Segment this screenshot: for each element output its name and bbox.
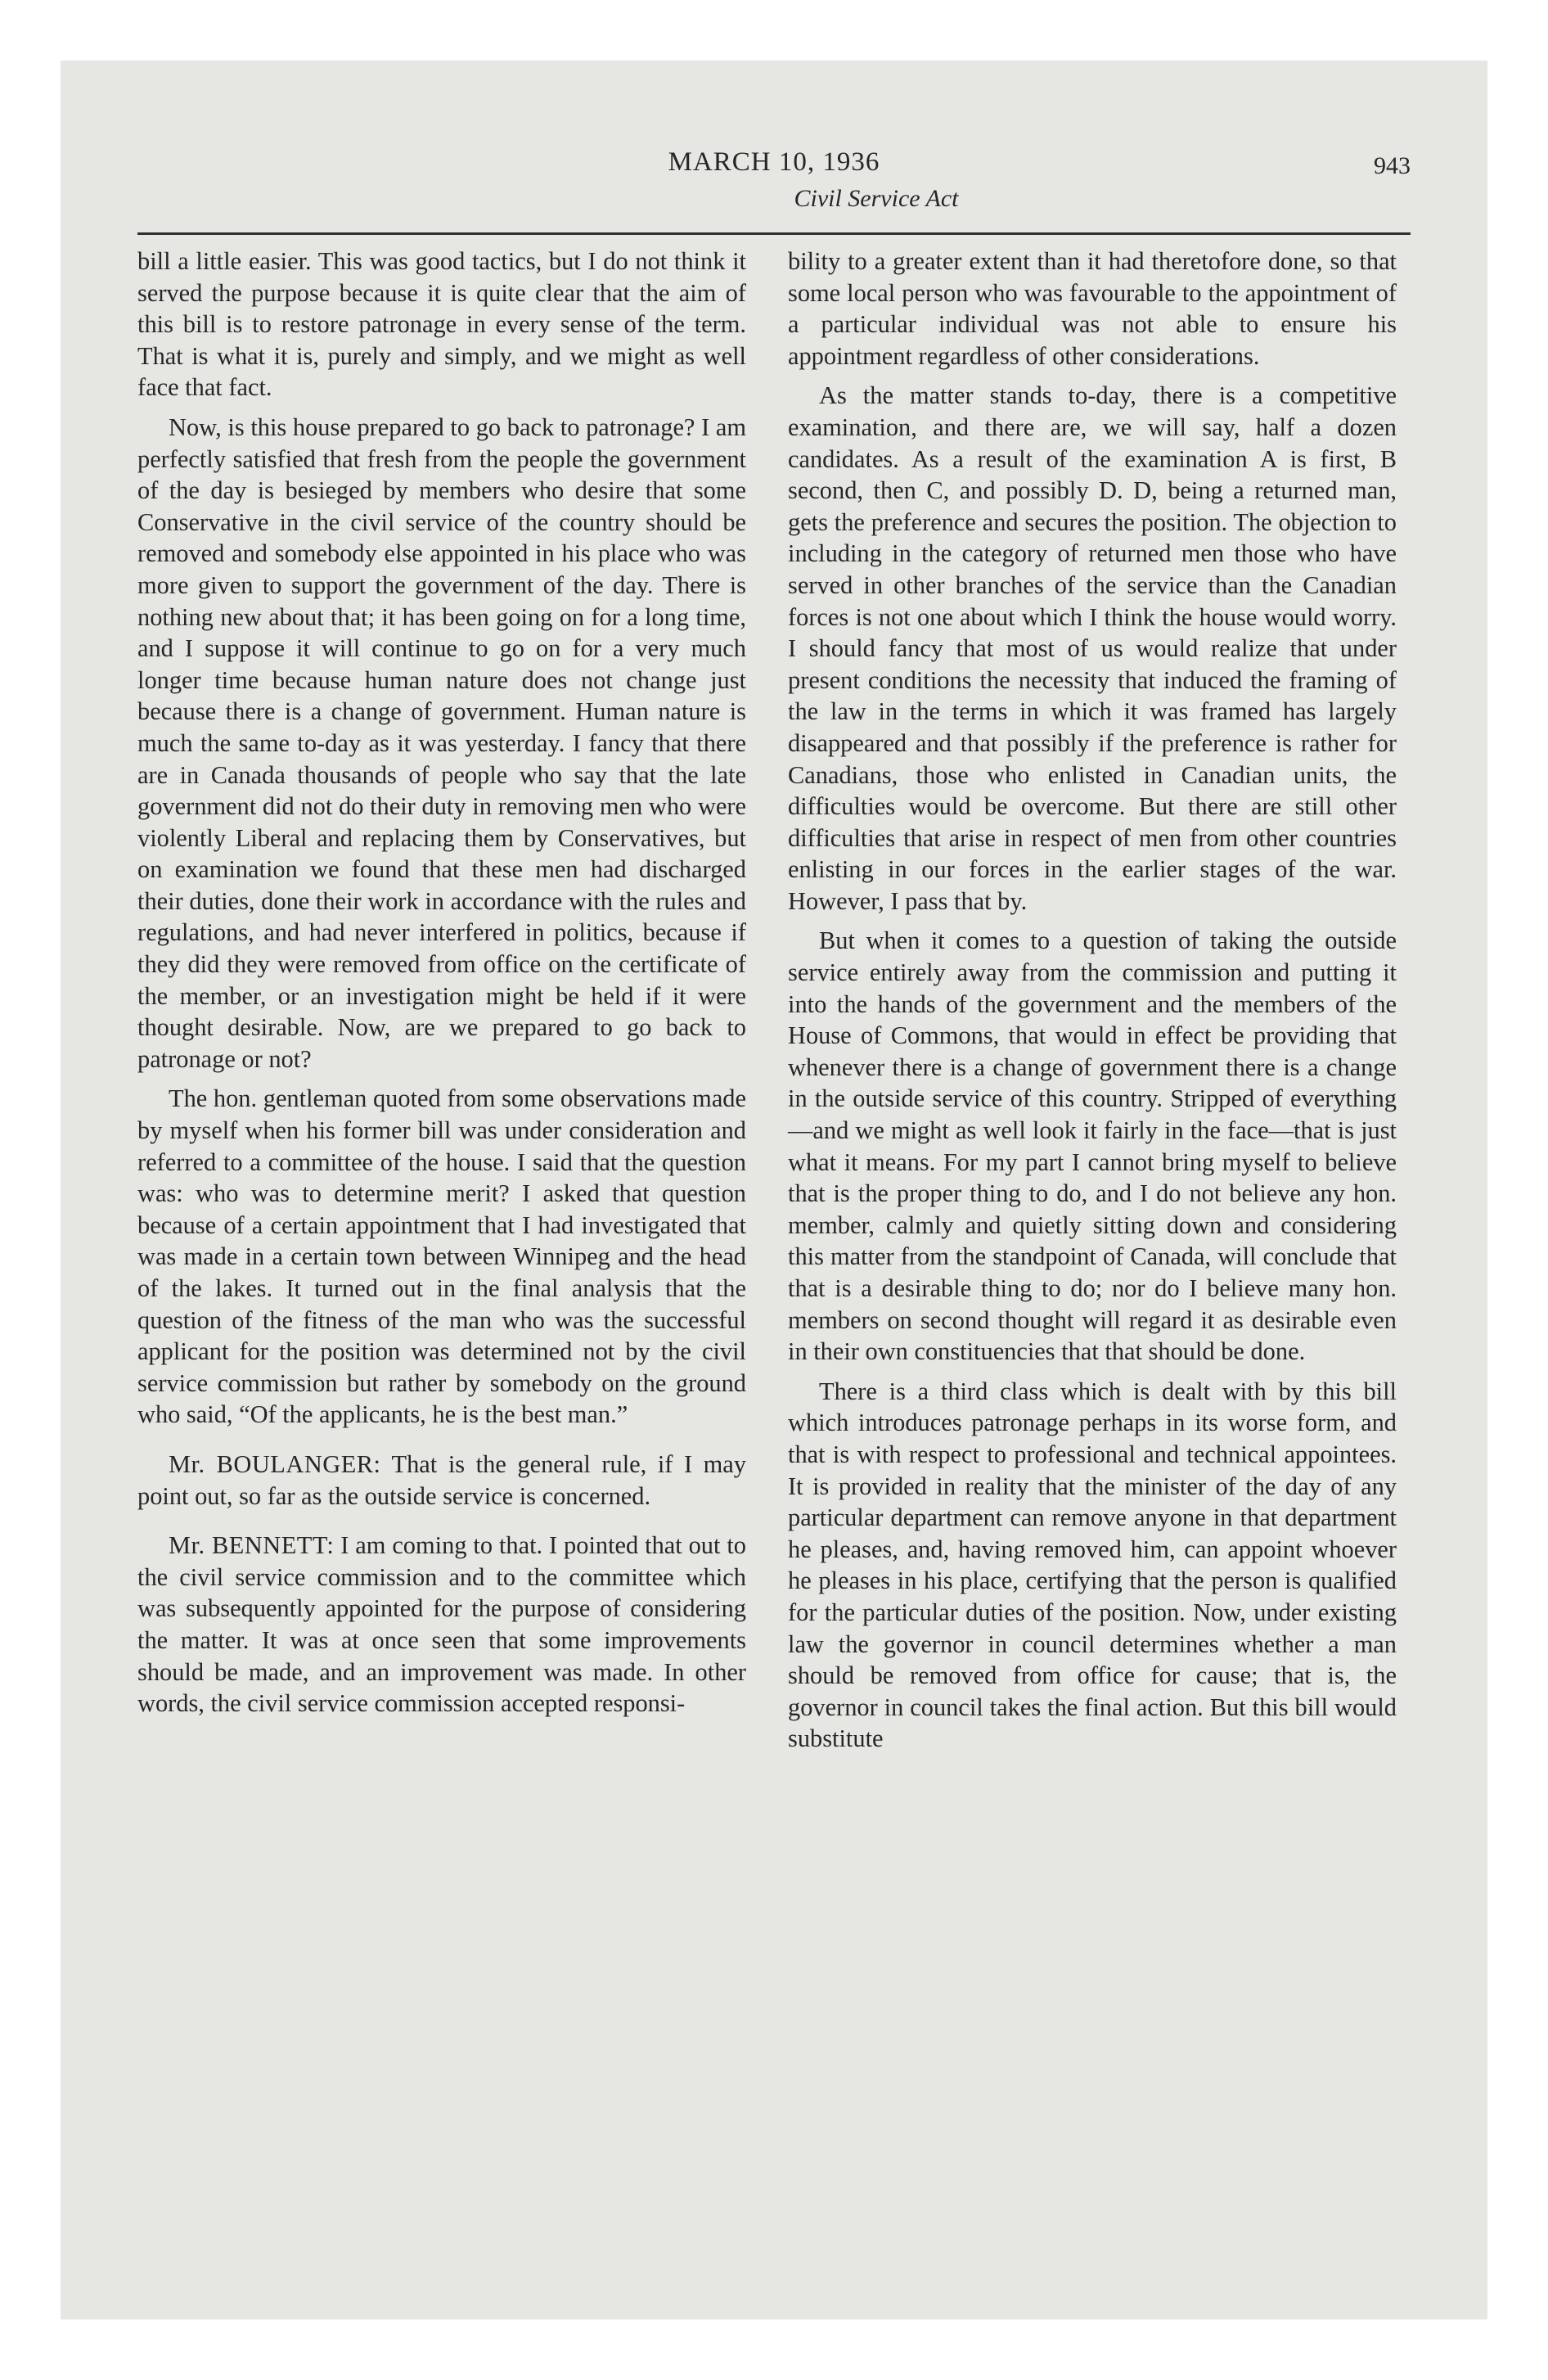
paragraph: There is a third class which is dealt with by this bill which introduces patronage perhaps in its worse form, and that is with respect to professional and technical appointees. It is provided in reality that the minister of the day of any particular department can remove anyone in that department he pleases, and, having removed him, can appoint whoever he pleases in his place, certifying that the person is qualified for the particular duties of the position. Now, under existing law the governor in council determines whether a man should be removed from office for cause; that is, the governor in council takes the final action. But this bill would substitute	[788, 1377, 1397, 1753]
speech-text: I am coming to that. I pointed that out to the civil service commission and to the committee which was subsequently appointed for the purpose of considering the matter. It was at once seen that some improvements should be made, and an improvement was made. In other words, the civil service commission accepted responsi-	[137, 1531, 746, 1718]
paragraph: bility to a greater extent than it had theretofore done, so that some local person who was favourable to the appointment of a particular individual was not able to ensure his appointment regardless of other considerations.	[788, 247, 1397, 370]
paragraph: Now, is this house prepared to go back to patronage? I am perfectly satisfied that fresh from the people the government of the day is besieged by members who desire that some Conservative in the civil service of the country should be removed and somebody else appointed in his place who was more given to support the government of the day. There is nothing new about that; it has been going on for a long time, and I suppose it will continue to go on for a very much longer time because human nature does not change just because there is a change of government. Human nature is much the same to-day as it was yesterday. I fancy that there are in Canada thousands of people who say that the late government did not do their duty in removing men who were violently Liberal and replacing them by Conservatives, but on examination we found that these men had discharged their duties, done their work in accordance with the rules and regulations, and had never interfered in politics, because if they did they were removed from office on the certificate of the member, or an investigation might be held if it were thought desirable. Now, are we prepared to go back to patronage or not?	[137, 412, 746, 1073]
header-rule	[137, 232, 1411, 235]
left-column	[137, 246, 746, 1728]
header-date: MARCH 10, 1936	[668, 147, 880, 177]
speaker-name: Mr. BENNETT:	[169, 1531, 335, 1560]
running-title: Civil Service Act	[794, 185, 959, 212]
speech-text: That is the general rule, if I may point out, so far as the outside service is concerned.	[137, 1449, 746, 1510]
paragraph: But when it comes to a question of taking the outside service entirely away from the commission and putting it into the hands of the government and the members of the House of Commons, that would in effect be providing that whenever there is a change of government there is a change in the outside service of this country. Stripped of everything—and we might as well look it fairly in the face—that is just what it means. For my part I cannot bring myself to believe that is the proper thing to do, and I do not believe any hon. member, calmly and quietly sitting down and considering this matter from the standpoint of Canada, will conclude that that is a desirable thing to do; nor do I believe many hon. members on second thought will regard it as desirable even in their own constituencies that that should be done.	[788, 926, 1397, 1366]
speech-paragraph	[137, 1449, 746, 1512]
right-column	[788, 246, 1397, 1763]
paragraph: As the matter stands to-day, there is a competitive examination, and there are, we will say, half a dozen candidates. As a result of the examination A is first, B second, then C, and possibly D. D, being a returned man, gets the preference and secures the position. The objection to including in the category of returned men those who have served in other branches of the service than the Canadian forces is not one about which I think the house would worry. I should fancy that most of us would realize that under present conditions the necessity that induced the framing of the law in the terms in which it was framed has largely disappeared and that possibly if the preference is rather for Canadians, those who enlisted in Canadian units, the difficulties would be overcome. But there are still other difficulties that arise in respect of men from other countries enlisting in our forces in the earlier stages of the war. However, I pass that by.	[788, 381, 1397, 915]
paragraph: The hon. gentleman quoted from some observations made by myself when his former bill was under consideration and referred to a committee of the house. I said that the question was: who was to determine merit? I asked that question because of a certain appointment that I had investigated that was made in a certain town between Winnipeg and the head of the lakes. It turned out in the final analysis that the question of the fitness of the man who was the successful applicant for the position was determined not by the civil service commission but rather by somebody on the ground who said, “Of the applicants, he is the best man.”	[137, 1084, 746, 1429]
speaker-name: Mr. BOULANGER:	[169, 1449, 381, 1478]
speech-paragraph	[137, 1530, 746, 1720]
paragraph: bill a little easier. This was good tactics, but I do not think it served the purpose because it is quite clear that the aim of this bill is to restore patronage in every sense of the term. That is what it is, purely and simply, and we might as well face that fact.	[137, 247, 746, 402]
page-number: 943	[1374, 152, 1411, 179]
page-header	[137, 147, 1411, 237]
